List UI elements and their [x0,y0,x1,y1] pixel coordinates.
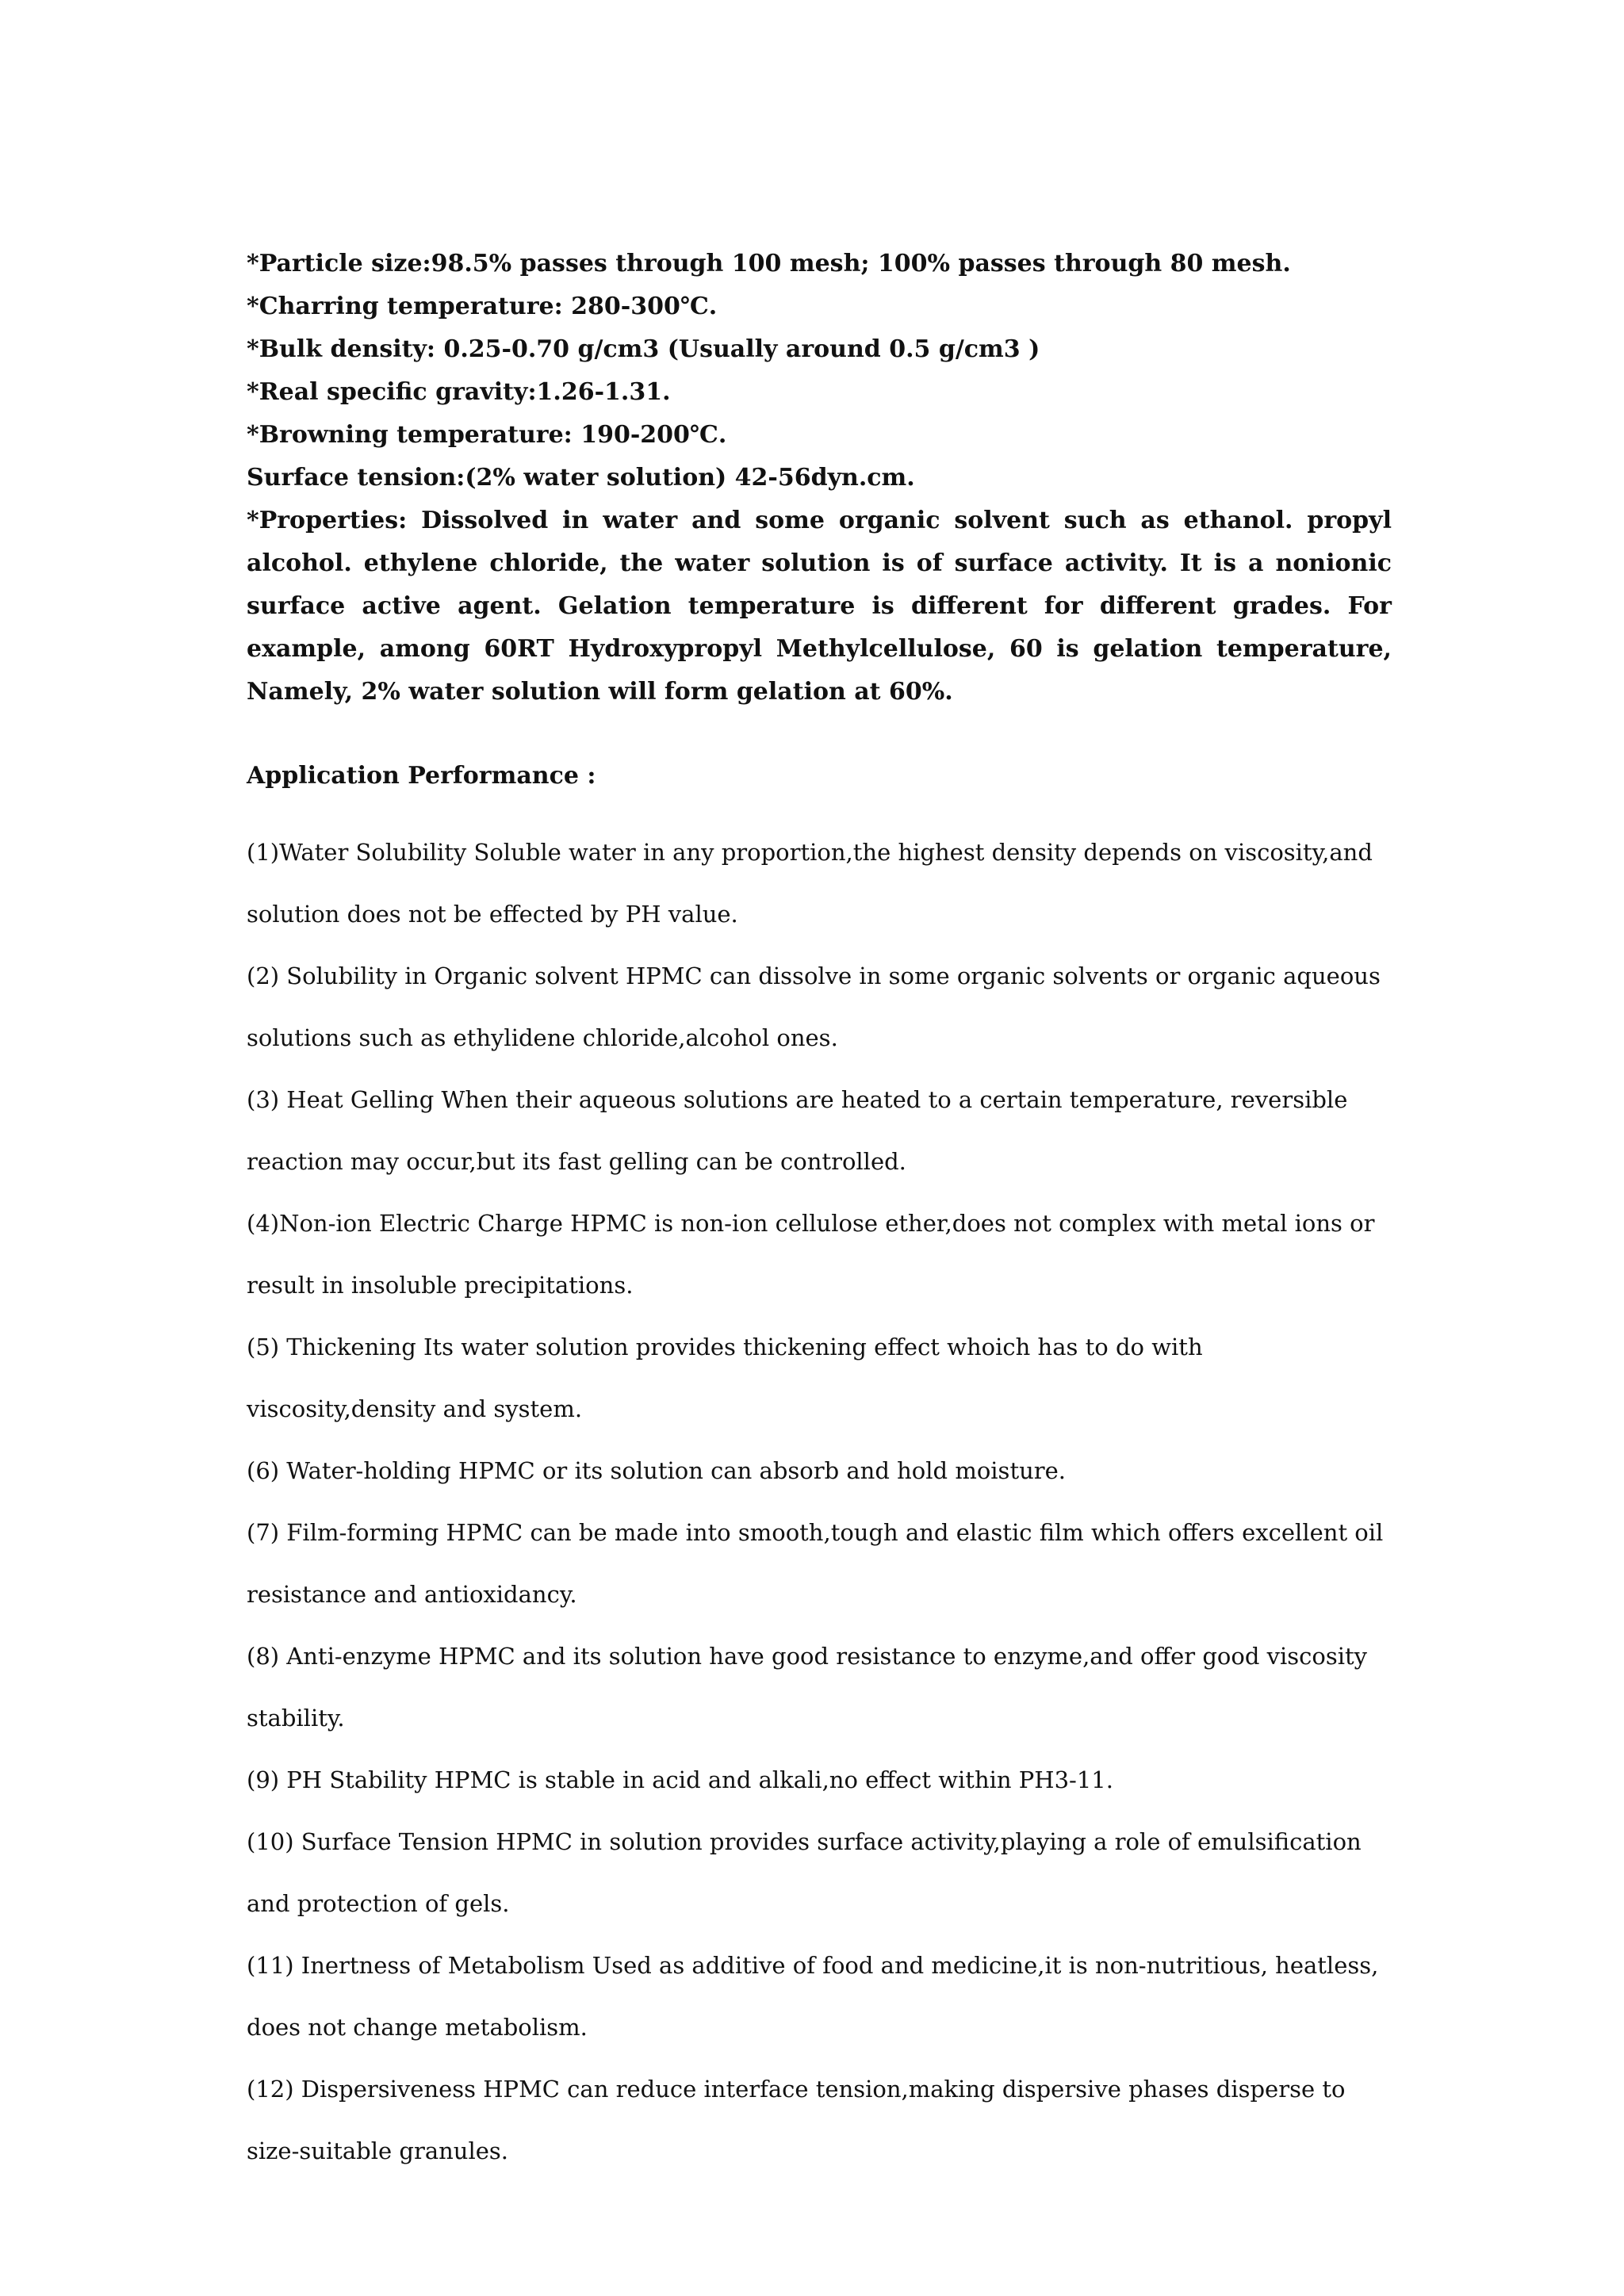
list-item: (8) Anti-enzyme HPMC and its solution have good resistance to enzyme,and offer good viscosity stability. [247,1643,1368,1732]
list-item: (5) Thickening Its water solution provides thickening effect whoich has to do with viscosity,density and system. [247,1334,1203,1422]
specific-gravity-line: *Real specific gravity:1.26-1.31. [247,378,671,406]
list-item: (6) Water-holding HPMC or its solution can absorb and hold moisture. [247,1457,1067,1484]
list-item: (11) Inertness of Metabolism Used as additive of food and medicine,it is non-nutritious, heatless, does not change metabolism. [247,1952,1379,2041]
document-page [247,243,1392,2182]
properties-list [247,243,1392,714]
charring-temperature-line: *Charring temperature: 280-300℃. [247,293,718,320]
list-item: (12) Dispersiveness HPMC can reduce interface tension,making dispersive phases disperse to size-suitable granules. [247,2076,1346,2164]
list-item: (9) PH Stability HPMC is stable in acid and alkali,no effect within PH3-11. [247,1766,1113,1793]
section-heading: Application Performance : [247,762,596,790]
application-performance-list [247,821,1392,2182]
list-item: (3) Heat Gelling When their aqueous solutions are heated to a certain temperature, reversible reaction may occur,but its fast gelling can be controlled. [247,1086,1348,1175]
list-item: (7) Film-forming HPMC can be made into smooth,tough and elastic film which offers excellent oil resistance and antioxidancy. [247,1519,1384,1608]
properties-paragraph: *Properties: Dissolved in water and some organic solvent such as ethanol. propyl alcohol. ethylene chloride, the water solution is of surface activity. It is a nonionic surface active agent. Gelation temperature is different for different grades. For example, among 60RT Hydroxypropyl Methylcellulose, 60 is gelation temperature, Namely, 2% water solution will form gelation at 60%. [247,507,1392,706]
list-item: (4)Non-ion Electric Charge HPMC is non-ion cellulose ether,does not complex with metal ions or result in insoluble precipitations. [247,1210,1375,1299]
list-item: (1)Water Solubility Soluble water in any proportion,the highest density depends on viscosity,and solution does not be effected by PH value. [247,839,1373,928]
list-item: (2) Solubility in Organic solvent HPMC can dissolve in some organic solvents or organic aqueous solutions such as ethylidene chloride,alcohol ones. [247,962,1381,1051]
surface-tension-line: Surface tension:(2% water solution) 42-56dyn.cm. [247,464,915,492]
list-item: (10) Surface Tension HPMC in solution provides surface activity,playing a role of emulsification and protection of gels. [247,1828,1362,1917]
bulk-density-line: *Bulk density: 0.25-0.70 g/cm3 (Usually around 0.5 g/cm3 ) [247,335,1040,363]
browning-temperature-line: *Browning temperature: 190-200℃. [247,421,727,449]
particle-size-line: *Particle size:98.5% passes through 100 mesh; 100% passes through 80 mesh. [247,250,1291,277]
